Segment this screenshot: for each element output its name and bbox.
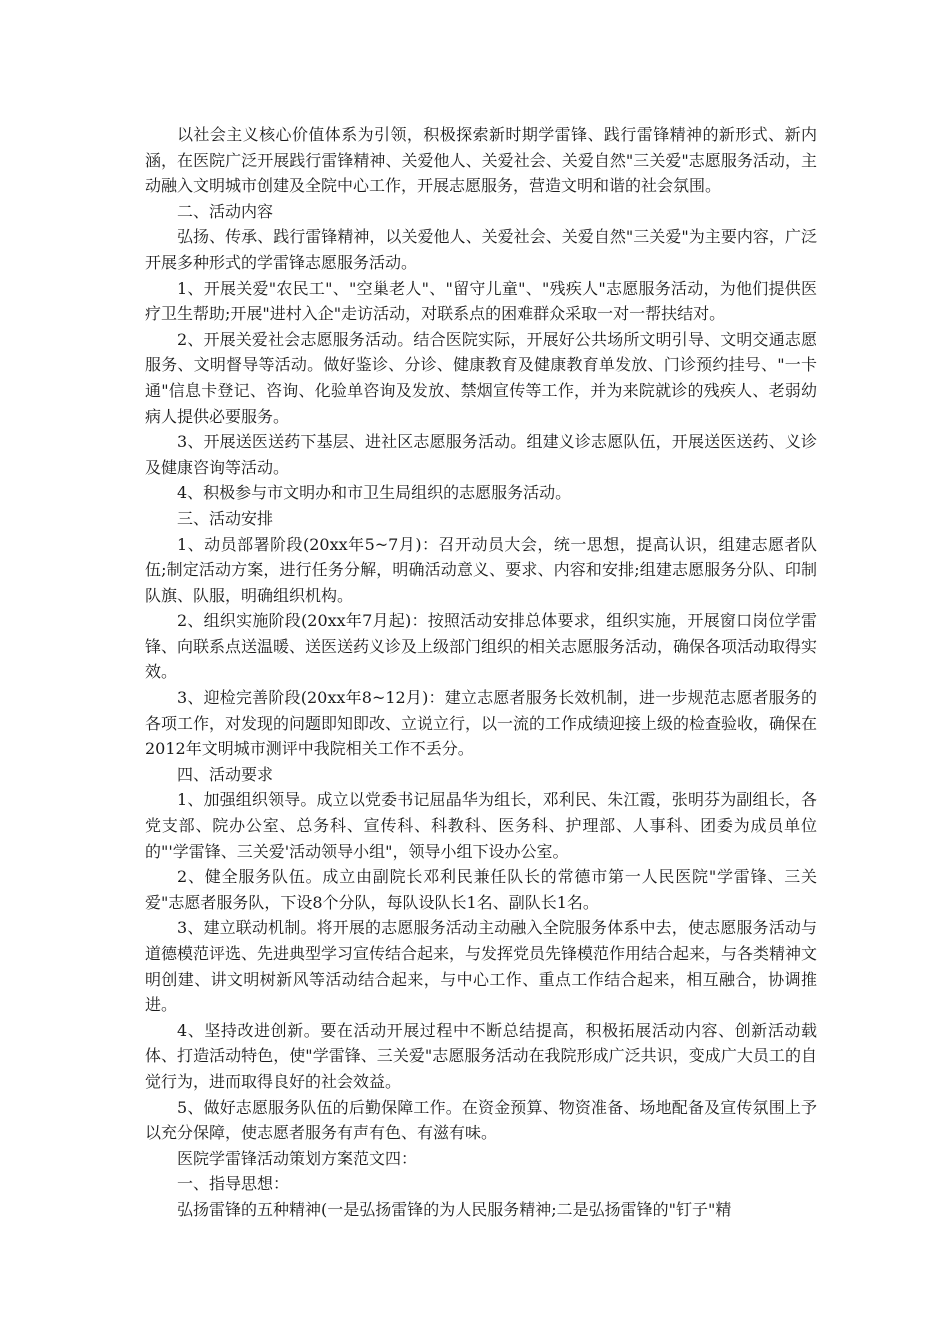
section-heading-guiding-ideology: 一、指导思想： (177, 1174, 290, 1194)
list-item: 1、动员部署阶段(20xx年5~7月)：召开动员大会，统一思想，提高认识，组建志愿者队伍;制定活动方案，进行任务分解，明确活动意义、要求、内容和安排;组建志愿服务分队、印制队旗、队服，明确组织机构。 (145, 534, 817, 605)
list-item: 3、建立联动机制。将开展的志愿服务活动主动融入全院服务体系中去，使志愿服务活动与道德模范评选、先进典型学习宣传结合起来，与发挥党员先锋模范作用结合起来，与各类精神文明创建、讲文明树新风等活动结合起来，与中心工作、重点工作结合起来，相互融合，协调推进。 (145, 918, 818, 1015)
sample-title: 医院学雷锋活动策划方案范文四： (177, 1148, 418, 1168)
list-item: 4、坚持改进创新。要在活动开展过程中不断总结提高，积极拓展活动内容、创新活动载体、打造活动特色，使"学雷锋、三关爱"志愿服务活动在我院形成广泛共识，变成广大员工的自觉行为，进而取得良好的社会效益。 (145, 1020, 817, 1091)
intro-paragraph: 以社会主义核心价值体系为引领，积极探索新时期学雷锋、践行雷锋精神的新形式、新内涵，在医院广泛开展践行雷锋精神、关爱他人、关爱社会、关爱自然"三关爱"志愿服务活动，主动融入文明城市创建及全院中心工作，开展志愿服务，营造文明和谐的社会氛围。 (145, 125, 817, 196)
list-item: 3、迎检完善阶段(20xx年8~12月)：建立志愿者服务长效机制，进一步规范志愿者服务的各项工作，对发现的问题即知即改、立说立行，以一流的工作成绩迎接上级的检查验收，确保在2012年文明城市测评中我院相关工作不丢分。 (145, 688, 818, 759)
list-item: 1、开展关爱"农民工"、"空巢老人"、"留守儿童"、"残疾人"志愿服务活动，为他们提供医疗卫生帮助;开展"进村入企"走访活动，对联系点的困难群众采取一对一帮扶结对。 (145, 278, 817, 324)
body-paragraph: 弘扬雷锋的五种精神(一是弘扬雷锋的为人民服务精神;二是弘扬雷锋的"钉子"精 (177, 1199, 732, 1219)
list-item: 5、做好志愿服务队伍的后勤保障工作。在资金预算、物资准备、场地配备及宣传氛围上予以充分保障，使志愿者服务有声有色、有滋有味。 (145, 1097, 817, 1143)
section-heading-activity-requirements: 四、活动要求 (177, 764, 274, 784)
body-paragraph: 弘扬、传承、践行雷锋精神，以关爱他人、关爱社会、关爱自然"三关爱"为主要内容，广泛开展多种形式的学雷锋志愿服务活动。 (145, 227, 817, 272)
list-item: 4、积极参与市文明办和市卫生局组织的志愿服务活动。 (177, 483, 572, 503)
list-item: 1、加强组织领导。成立以党委书记屈晶华为组长，邓利民、朱江霞，张明芬为副组长，各党支部、院办公室、总务科、宣传科、科教科、医务科、护理部、人事科、团委为成员单位的"'学雷锋、三关爱'活动领导小组"，领导小组下设办公室。 (145, 790, 817, 861)
list-item: 2、组织实施阶段(20xx年7月起)：按照活动安排总体要求，组织实施，开展窗口岗位学雷锋、向联系点送温暖、送医送药义诊及上级部门组织的相关志愿服务活动，确保各项活动取得实效。 (145, 611, 818, 682)
section-heading-activity-content: 二、活动内容 (177, 201, 274, 221)
list-item: 2、健全服务队伍。成立由副院长邓利民兼任队长的常德市第一人民医院"学雷锋、三关爱"志愿者服务队，下设8个分队，每队设队长1名、副队长1名。 (145, 867, 817, 912)
list-item: 2、开展关爱社会志愿服务活动。结合医院实际，开展好公共场所文明引导、文明交通志愿服务、文明督导等活动。做好鉴诊、分诊、健康教育及健康教育单发放、门诊预约挂号、"一卡通"信息卡登记、咨询、化验单咨询及发放、禁烟宣传等工作，并为来院就诊的残疾人、老弱幼病人提供必要服务。 (145, 329, 817, 426)
document-body (145, 122, 817, 1223)
section-heading-activity-schedule: 三、活动安排 (177, 508, 274, 528)
list-item: 3、开展送医送药下基层、进社区志愿服务活动。组建义诊志愿队伍，开展送医送药、义诊及健康咨询等活动。 (145, 432, 817, 477)
